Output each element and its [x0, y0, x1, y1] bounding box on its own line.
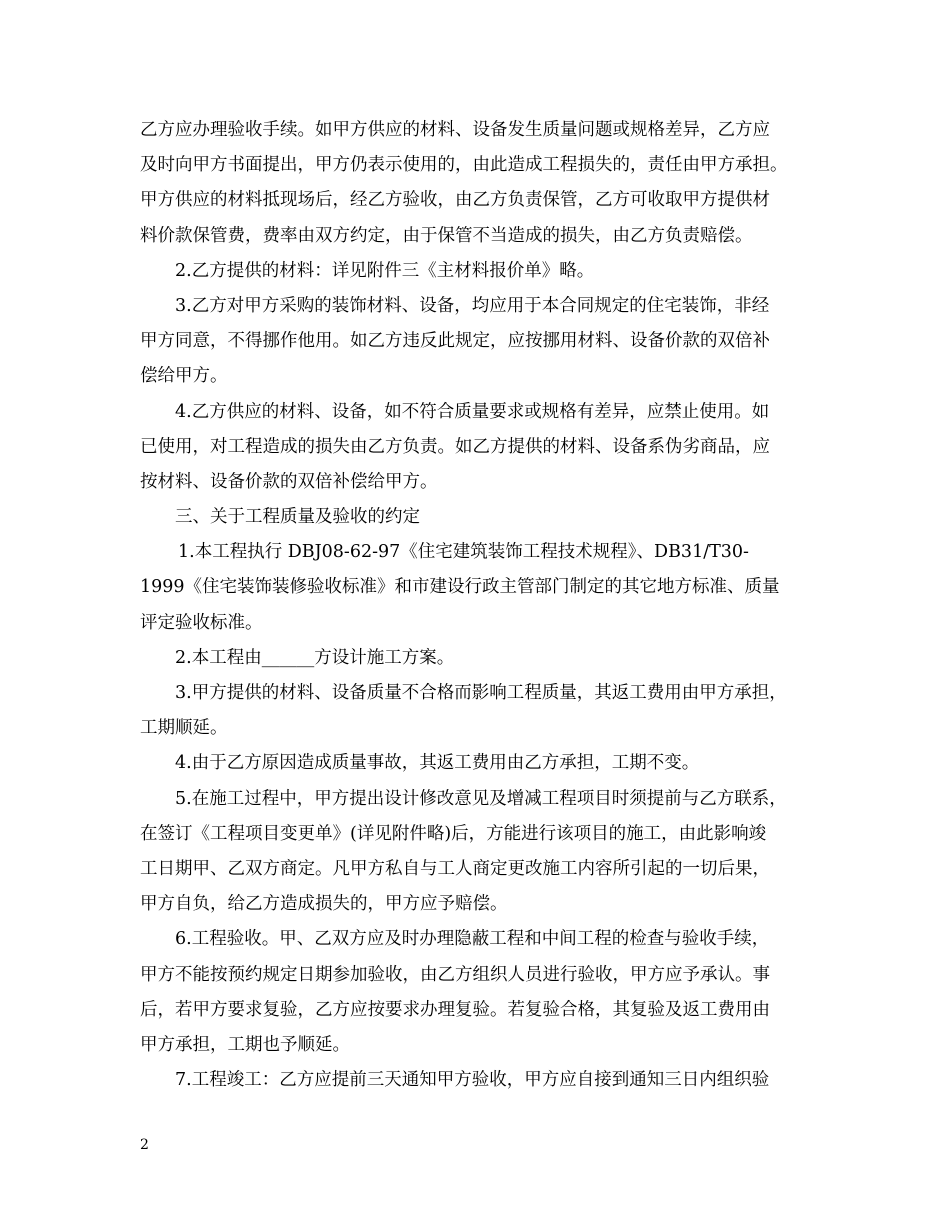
text-line: 甲方同意，不得挪作他用。如乙方违反此规定，应按挪用材料、设备价款的双倍补 [140, 331, 770, 352]
text-line: 乙方应办理验收手续。如甲方供应的材料、设备发生质量问题或规格差异，乙方应 [140, 120, 770, 140]
page-number: 2 [140, 1137, 149, 1153]
text-line: 评定验收标准。 [140, 612, 263, 633]
clause-2-design-party: 2.本工程由______方设计施工方案。 [175, 647, 455, 668]
text-line: 后，若甲方要求复验，乙方应按要求办理复验。若复验合格，其复验及返工费用由 [140, 999, 770, 1020]
text-line: 已使用，对工程造成的损失由乙方负责。如乙方提供的材料、设备系伪劣商品，应 [140, 436, 770, 457]
clause-3-material-defects: 3.甲方提供的材料、设备质量不合格而影响工程质量，其返工费用由甲方承担， [175, 683, 787, 703]
section-heading-quality-acceptance: 三、关于工程质量及验收的约定 [175, 507, 420, 528]
contract-body-text [140, 113, 820, 1098]
text-line: 甲方自负，给乙方造成损失的，甲方应予赔偿。 [140, 894, 508, 915]
clause-4-quality-requirements: 4.乙方供应的材料、设备，如不符合质量要求或规格有差异，应禁止使用。如 [175, 401, 770, 422]
text-line: 1999《住宅装饰装修验收标准》和市建设行政主管部门制定的其它地方标准、质量 [140, 577, 780, 598]
clause-2-materials: 2.乙方提供的材料：详见附件三《主材料报价单》略。 [175, 260, 595, 281]
clause-4-quality-accident: 4.由于乙方原因造成质量事故，其返工费用由乙方承担，工期不变。 [175, 753, 700, 774]
text-line: 偿给甲方。 [140, 366, 228, 387]
clause-3-equipment-use: 3.乙方对甲方采购的装饰材料、设备，均应用于本合同规定的住宅装饰，非经 [175, 295, 770, 316]
clause-6-project-acceptance: 6.工程验收。甲、乙双方应及时办理隐蔽工程和中间工程的检查与验收手续， [175, 929, 770, 950]
text-line: 及时向甲方书面提出，甲方仍表示使用的，由此造成工程损失的，责任由甲方承担。 [140, 155, 788, 176]
text-line: 工日期甲、乙双方商定。凡甲方私自与工人商定更改施工内容所引起的一切后果， [140, 858, 770, 879]
text-line: 甲方承担，工期也予顺延。 [140, 1034, 350, 1055]
clause-5-design-changes: 5.在施工过程中，甲方提出设计修改意见及增减工程项目时须提前与乙方联系， [175, 788, 787, 809]
text-line: 按材料、设备价款的双倍补偿给甲方。 [140, 471, 438, 492]
clause-7-project-completion: 7.工程竣工：乙方应提前三天通知甲方验收，甲方应自接到通知三日内组织验 [175, 1070, 770, 1091]
text-line: 料价款保管费，费率由双方约定，由于保管不当造成的损失，由乙方负责赔偿。 [140, 225, 753, 246]
text-line: 在签订《工程项目变更单》(详见附件略)后，方能进行该项目的施工，由此影响竣 [140, 823, 767, 844]
clause-1-standards: 1.本工程执行 DBJ08-62-97《住宅建筑装饰工程技术规程》、DB31/T30- [178, 542, 749, 563]
text-line: 工期顺延。 [140, 718, 228, 739]
text-line: 甲方不能按预约规定日期参加验收，由乙方组织人员进行验收，甲方应予承认。事 [140, 964, 770, 985]
text-line: 甲方供应的材料抵现场后，经乙方验收，由乙方负责保管，乙方可收取甲方提供材 [140, 190, 770, 211]
